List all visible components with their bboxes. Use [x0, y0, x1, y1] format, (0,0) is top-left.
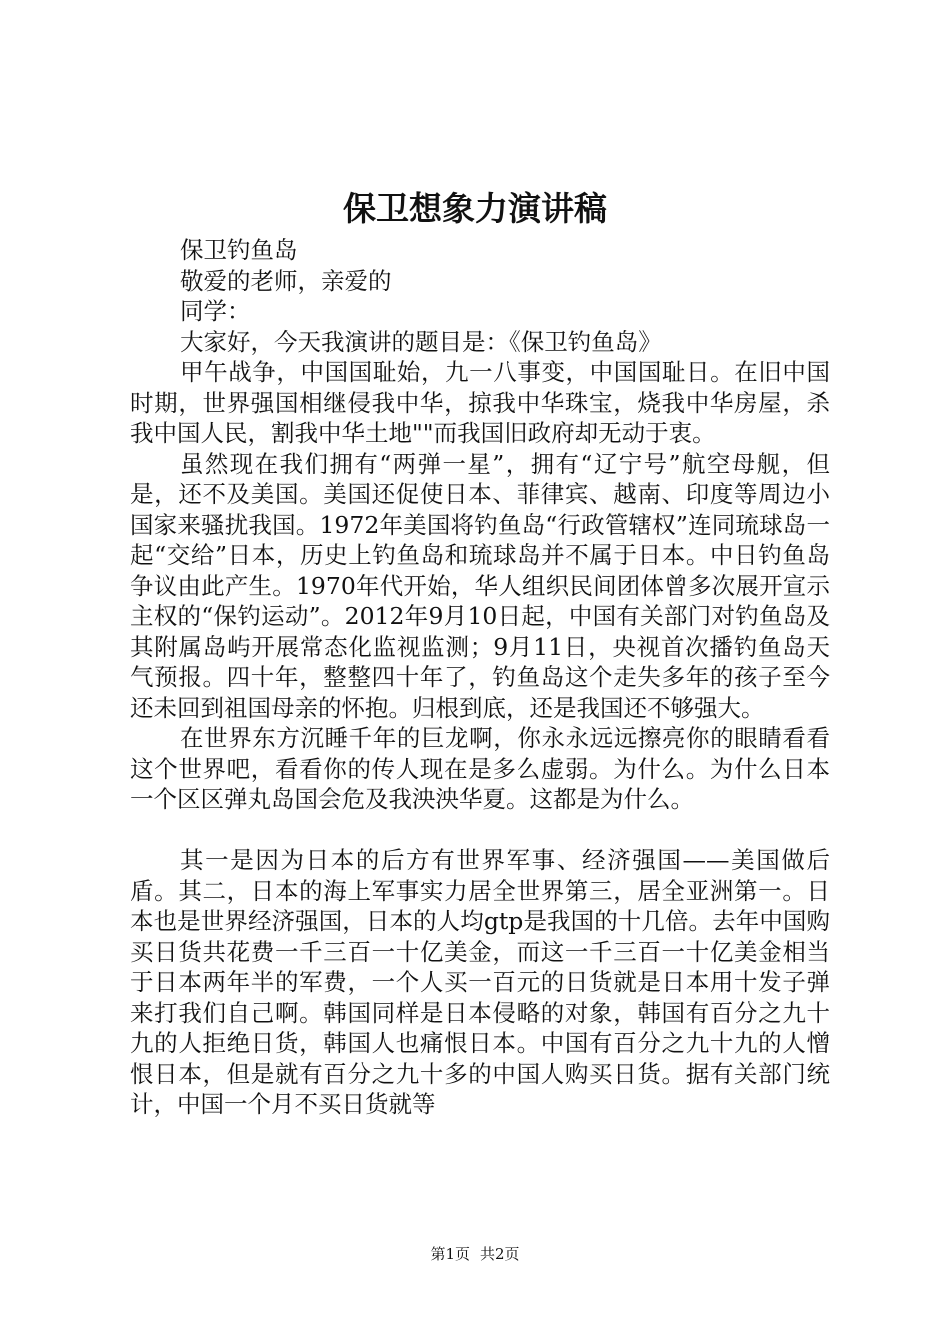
- intro-paragraph: 大家好，今天我演讲的题目是：《保卫钓鱼岛》: [180, 327, 662, 356]
- body-paragraph: 其一是因为日本的后方有世界军事、经济强国——美国做后盾。其二，日本的海上军事实力居全世界第三，居全亚洲第一。日本也是世界经济强国，日本的人均gtp是我国的十几倍。去年中国购买日货共花费一千三百一十亿美金，而这一千三百一十亿美金相当于日本两年半的军费，一个人买一百元的日货就是日本用十发子弹来打我们自己啊。韩国同样是日本侵略的对象，韩国有百分之九十九的人拒绝日货，韩国人也痛恨日本。中国有百分之九十九的人憎恨日本，但是就有百分之九十多的中国人购买日货。据有关部门统计，中国一个月不买日货就等: [130, 846, 830, 1118]
- page-total: 共2页: [480, 1245, 520, 1263]
- document-body: [130, 235, 830, 1120]
- page-footer: [0, 1243, 950, 1265]
- body-paragraph: 甲午战争，中国国耻始，九一八事变，中国国耻日。在旧中国时期，世界强国相继侵我中华，掠我中华珠宝，烧我中华房屋，杀我中国人民，割我中华土地""而我国旧政府却无动于衷。: [130, 358, 830, 447]
- page-title: 保卫想象力演讲稿: [343, 189, 607, 228]
- salutation-line: 同学：: [180, 297, 251, 325]
- body-paragraph: 虽然现在我们拥有“两弹一星”，拥有“辽宁号”航空母舰，但是，还不及美国。美国还促使日本、菲律宾、越南、印度等周边小国家来骚扰我国。1972年美国将钓鱼岛“行政管辖权”连同琉球岛一起“交给”日本，历史上钓鱼岛和琉球岛并不属于日本。中日钓鱼岛争议由此产生。1970年代开始，华人组织民间团体曾多次展开宣示主权的“保钓运动”。2012年9月10日起，中国有关部门对钓鱼岛及其附属岛屿开展常态化监视监测；9月11日，央视首次播钓鱼岛天气预报。四十年，整整四十年了，钓鱼岛这个走失多年的孩子至今还未回到祖国母亲的怀抱。归根到底，还是我国还不够强大。: [130, 449, 830, 722]
- speech-subject: 保卫钓鱼岛: [180, 236, 298, 264]
- salutation-line: 敬爱的老师，亲爱的: [180, 266, 392, 295]
- paragraph-spacer: [130, 815, 830, 846]
- page-number: 第1页: [430, 1245, 470, 1263]
- body-paragraph: 在世界东方沉睡千年的巨龙啊，你永永远远擦亮你的眼睛看看这个世界吧，看看你的传人现在是多么虚弱。为什么。为什么日本一个区区弹丸岛国会危及我泱泱华夏。这都是为什么。: [130, 724, 830, 813]
